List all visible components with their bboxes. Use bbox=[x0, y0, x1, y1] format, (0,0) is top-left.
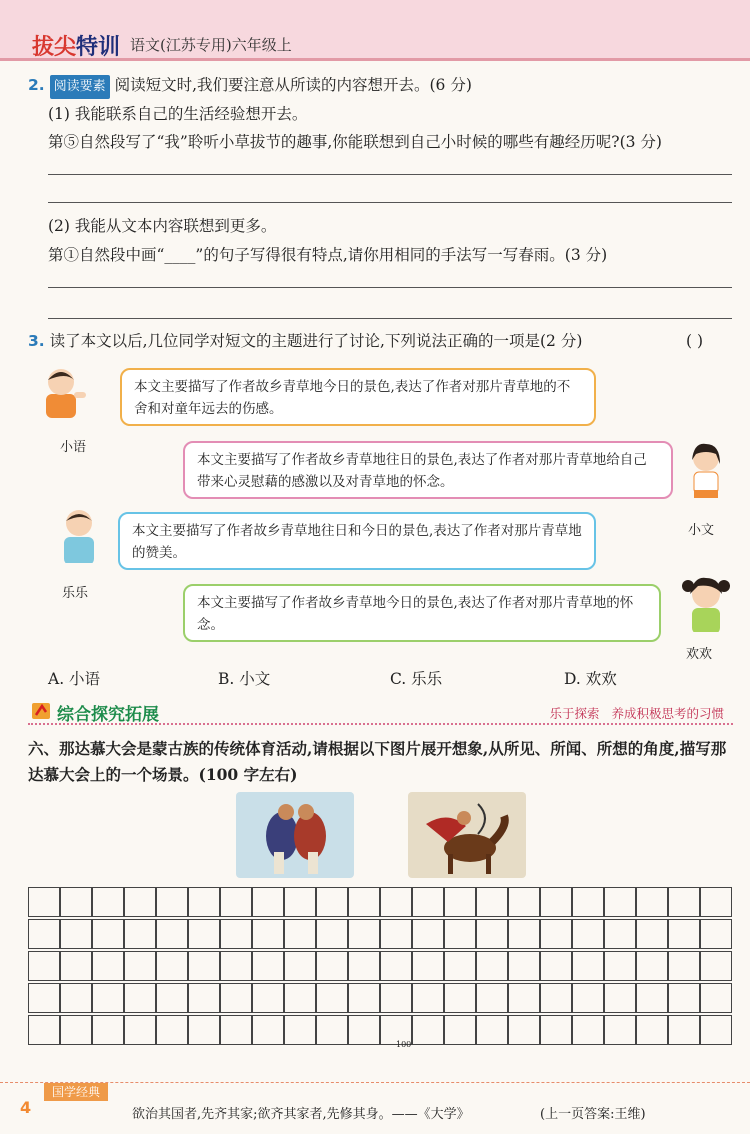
grid-cell[interactable] bbox=[509, 920, 540, 949]
speaker-label: 欢欢 bbox=[686, 647, 713, 662]
grid-cell[interactable] bbox=[317, 984, 348, 1013]
answer-line[interactable] bbox=[48, 202, 732, 203]
grid-cell[interactable] bbox=[253, 984, 284, 1013]
grid-cell[interactable] bbox=[509, 952, 540, 981]
grid-cell[interactable] bbox=[541, 920, 572, 949]
q2-sub1-question: 第⑤自然段写了“我”聆听小草拔节的趣事,你能联想到自己小时候的哪些有趣经历呢?(3 分) bbox=[48, 133, 662, 151]
grid-cell[interactable] bbox=[93, 1016, 124, 1045]
grid-cell[interactable] bbox=[317, 888, 348, 917]
grid-cell[interactable] bbox=[381, 888, 412, 917]
q2-stem-text: 阅读短文时,我们要注意从所读的内容想开去。(6 分) bbox=[114, 76, 472, 94]
grid-cell[interactable] bbox=[125, 952, 156, 981]
writing-grid[interactable] bbox=[28, 887, 732, 1047]
grid-cell[interactable] bbox=[445, 888, 476, 917]
grid-cell[interactable] bbox=[605, 952, 636, 981]
grid-cell[interactable] bbox=[349, 920, 380, 949]
grid-cell[interactable] bbox=[701, 888, 732, 917]
option-d[interactable]: D. 欢欢 bbox=[564, 670, 617, 688]
grid-cell[interactable] bbox=[669, 920, 700, 949]
footer-divider bbox=[0, 1082, 750, 1083]
grid-cell[interactable] bbox=[541, 888, 572, 917]
grid-cell[interactable] bbox=[253, 952, 284, 981]
q2-number: 2. bbox=[28, 76, 45, 94]
brand-part2: 特训 bbox=[76, 35, 121, 60]
grid-cell[interactable] bbox=[573, 984, 604, 1013]
bubble-text: 本文主要描写了作者故乡青草地往日和今日的景色,表达了作者对那片青草地的赞美。 bbox=[132, 523, 582, 561]
bubble-text: 本文主要描写了作者故乡青草地往日的景色,表达了作者对那片青草地给自己带来心灵慰藉的感激以及对青草地的怀念。 bbox=[197, 452, 647, 490]
grid-cell[interactable] bbox=[29, 984, 60, 1013]
grid-cell[interactable] bbox=[477, 1016, 508, 1045]
grid-cell[interactable] bbox=[477, 920, 508, 949]
grid-cell[interactable] bbox=[189, 1016, 220, 1045]
grid-cell[interactable] bbox=[285, 984, 316, 1013]
grid-cell[interactable] bbox=[221, 1016, 252, 1045]
grid-cell[interactable] bbox=[445, 1016, 476, 1045]
grid-cell[interactable] bbox=[605, 920, 636, 949]
grid-cell[interactable] bbox=[701, 952, 732, 981]
grid-cell[interactable] bbox=[509, 1016, 540, 1045]
option-c[interactable]: C. 乐乐 bbox=[390, 670, 443, 688]
section-motto-2: 养成积极思考的习惯 bbox=[611, 706, 724, 721]
speaker-label: 小文 bbox=[688, 523, 715, 538]
grid-cell[interactable] bbox=[93, 920, 124, 949]
section-title: 综合探究拓展 bbox=[57, 705, 159, 725]
grid-cell[interactable] bbox=[445, 984, 476, 1013]
grid-cell[interactable] bbox=[477, 952, 508, 981]
grid-cell[interactable] bbox=[573, 920, 604, 949]
grid-cell[interactable] bbox=[413, 952, 444, 981]
grid-cell[interactable] bbox=[381, 920, 412, 949]
grid-cell[interactable] bbox=[669, 984, 700, 1013]
grid-cell[interactable] bbox=[317, 952, 348, 981]
q6-stem: 六、那达慕大会是蒙古族的传统体育活动,请根据以下图片展开想象,从所见、所闻、所想的角度,描写那达慕大会上的一个场景。(100 字左右) bbox=[28, 739, 727, 784]
footer-quote: 欲治其国者,先齐其家;欲齐其家者,先修其身。——《大学》 bbox=[132, 1107, 470, 1122]
brand-part1: 拔尖 bbox=[32, 35, 77, 60]
grid-cell[interactable] bbox=[93, 952, 124, 981]
grid-cell[interactable] bbox=[669, 1016, 700, 1045]
answer-line[interactable] bbox=[48, 287, 732, 288]
grid-cell[interactable] bbox=[413, 984, 444, 1013]
grid-cell[interactable] bbox=[445, 952, 476, 981]
grid-cell[interactable] bbox=[541, 984, 572, 1013]
answer-line[interactable] bbox=[48, 174, 732, 175]
section-motto-1: 乐于探索 bbox=[549, 706, 600, 721]
grid-cell[interactable] bbox=[509, 984, 540, 1013]
grid-cell[interactable] bbox=[29, 888, 60, 917]
page-number: 4 bbox=[20, 1098, 32, 1117]
grid-cell[interactable] bbox=[413, 920, 444, 949]
bubble-text: 本文主要描写了作者故乡青草地今日的景色,表达了作者对那片青草地的怀念。 bbox=[197, 595, 634, 633]
grid-cell[interactable] bbox=[637, 920, 668, 949]
grid-cell[interactable] bbox=[381, 984, 412, 1013]
grid-cell[interactable] bbox=[349, 888, 380, 917]
grid-cell[interactable] bbox=[189, 888, 220, 917]
grid-cell[interactable] bbox=[637, 984, 668, 1013]
bubble-xiaoyu bbox=[120, 368, 596, 426]
grid-cell[interactable] bbox=[29, 920, 60, 949]
grid-cell[interactable] bbox=[637, 1016, 668, 1045]
grid-cell[interactable] bbox=[253, 1016, 284, 1045]
grid-cell[interactable] bbox=[701, 984, 732, 1013]
header-subtitle: 语文(江苏专用)六年级上 bbox=[130, 36, 292, 54]
answer-line[interactable] bbox=[48, 318, 732, 319]
grid-cell[interactable] bbox=[541, 1016, 572, 1045]
grid-cell[interactable] bbox=[509, 888, 540, 917]
grid-cell[interactable] bbox=[605, 888, 636, 917]
grid-cell[interactable] bbox=[29, 1016, 60, 1045]
section-flag-icon bbox=[30, 700, 54, 722]
bubble-huanhuan bbox=[183, 584, 661, 642]
q2-sub2-question: 第①自然段中画“____”的句子写得很有特点,请你用相同的手法写一写春雨。(3 分) bbox=[48, 246, 608, 264]
grid-cell[interactable] bbox=[349, 1016, 380, 1045]
q2-sub1-title: (1) 我能联系自己的生活经验想开去。 bbox=[48, 105, 308, 123]
grid-cell[interactable] bbox=[61, 952, 92, 981]
grid-cell[interactable] bbox=[61, 984, 92, 1013]
grid-cell[interactable] bbox=[221, 984, 252, 1013]
grid-cell[interactable] bbox=[93, 984, 124, 1013]
grid-cell[interactable] bbox=[573, 952, 604, 981]
q2-sub2-title: (2) 我能从文本内容联想到更多。 bbox=[48, 217, 277, 235]
bubble-xiaowen bbox=[183, 441, 673, 499]
grid-cell[interactable] bbox=[125, 1016, 156, 1045]
grid-cell[interactable] bbox=[29, 952, 60, 981]
grid-cell[interactable] bbox=[157, 952, 188, 981]
grid-cell[interactable] bbox=[189, 984, 220, 1013]
grid-cell[interactable] bbox=[253, 920, 284, 949]
grid-cell[interactable] bbox=[605, 1016, 636, 1045]
q3-answer-paren[interactable]: ( ) bbox=[686, 332, 704, 350]
q3-stem-text: 读了本文以后,几位同学对短文的主题进行了讨论,下列说法正确的一项是(2 分) bbox=[49, 332, 583, 350]
option-a[interactable]: A. 小语 bbox=[48, 670, 101, 688]
grid-count-marker: 100 bbox=[396, 1040, 412, 1049]
grid-cell[interactable] bbox=[349, 952, 380, 981]
grid-cell[interactable] bbox=[413, 888, 444, 917]
grid-cell[interactable] bbox=[541, 952, 572, 981]
grid-cell[interactable] bbox=[381, 952, 412, 981]
grid-cell[interactable] bbox=[669, 952, 700, 981]
grid-cell[interactable] bbox=[605, 984, 636, 1013]
grid-cell[interactable] bbox=[189, 952, 220, 981]
girl-xiaowen-illustration bbox=[676, 438, 736, 498]
horseback-archer-picture bbox=[408, 792, 526, 878]
grid-cell[interactable] bbox=[157, 984, 188, 1013]
grid-cell[interactable] bbox=[285, 1016, 316, 1045]
grid-cell[interactable] bbox=[637, 888, 668, 917]
grid-cell[interactable] bbox=[477, 888, 508, 917]
grid-cell[interactable] bbox=[221, 888, 252, 917]
speaker-label: 小语 bbox=[60, 440, 87, 455]
bubble-lele bbox=[118, 512, 596, 570]
grid-cell[interactable] bbox=[157, 920, 188, 949]
grid-cell[interactable] bbox=[61, 1016, 92, 1045]
option-b[interactable]: B. 小文 bbox=[218, 670, 271, 688]
grid-cell[interactable] bbox=[61, 888, 92, 917]
q2-tag: 阅读要素 bbox=[50, 75, 110, 99]
speaker-label: 乐乐 bbox=[62, 586, 89, 601]
bubble-text: 本文主要描写了作者故乡青草地今日的景色,表达了作者对那片青草地的不舍和对童年远去的伤感。 bbox=[134, 379, 571, 417]
grid-cell[interactable] bbox=[701, 920, 732, 949]
grid-cell[interactable] bbox=[701, 1016, 732, 1045]
grid-cell[interactable] bbox=[573, 1016, 604, 1045]
section-motto bbox=[550, 704, 724, 722]
grid-cell[interactable] bbox=[189, 920, 220, 949]
q3-stem bbox=[28, 330, 582, 352]
grid-cell[interactable] bbox=[317, 1016, 348, 1045]
grid-cell[interactable] bbox=[125, 888, 156, 917]
wrestling-picture bbox=[236, 792, 354, 878]
grid-cell[interactable] bbox=[413, 1016, 444, 1045]
grid-cell[interactable] bbox=[669, 888, 700, 917]
grid-cell[interactable] bbox=[349, 984, 380, 1013]
grid-cell[interactable] bbox=[573, 888, 604, 917]
grid-cell[interactable] bbox=[125, 920, 156, 949]
grid-cell[interactable] bbox=[221, 920, 252, 949]
grid-cell[interactable] bbox=[125, 984, 156, 1013]
grid-cell[interactable] bbox=[253, 888, 284, 917]
boy-lele-illustration bbox=[50, 503, 110, 563]
grid-cell[interactable] bbox=[317, 920, 348, 949]
boy-xiaoyu-illustration bbox=[36, 362, 96, 422]
grid-cell[interactable] bbox=[157, 888, 188, 917]
grid-cell[interactable] bbox=[477, 984, 508, 1013]
grid-cell[interactable] bbox=[221, 952, 252, 981]
grid-cell[interactable] bbox=[157, 1016, 188, 1045]
brand-title bbox=[32, 30, 120, 61]
grid-cell[interactable] bbox=[285, 920, 316, 949]
grid-cell[interactable] bbox=[285, 952, 316, 981]
grid-cell[interactable] bbox=[61, 920, 92, 949]
footer-tag: 国学经典 bbox=[44, 1083, 108, 1101]
q2-stem bbox=[28, 74, 472, 99]
footer-answer-note: (上一页答案:王维) bbox=[540, 1107, 646, 1122]
grid-cell[interactable] bbox=[93, 888, 124, 917]
grid-cell[interactable] bbox=[285, 888, 316, 917]
q3-number: 3. bbox=[28, 332, 45, 350]
grid-cell[interactable] bbox=[637, 952, 668, 981]
grid-cell[interactable] bbox=[445, 920, 476, 949]
girl-huanhuan-illustration bbox=[674, 572, 734, 632]
